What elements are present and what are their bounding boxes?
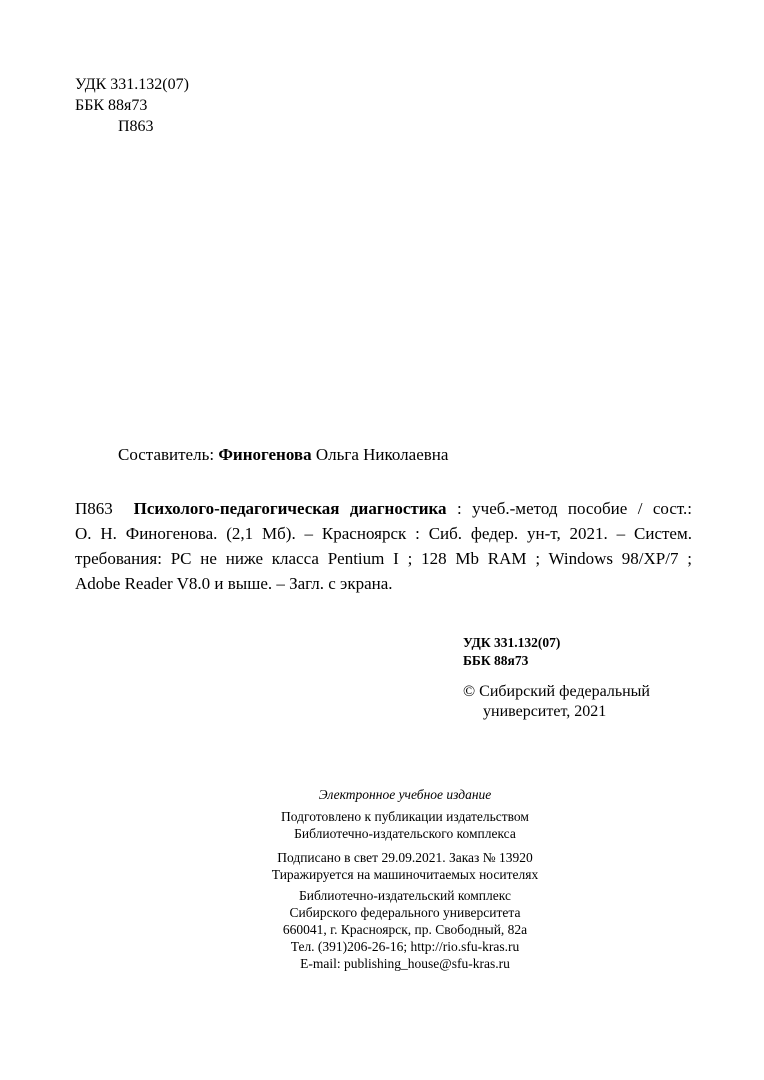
description-line-1-rest: : учеб.-метод пособие / сост.:: [446, 499, 692, 518]
compiler-given-names: Ольга Николаевна: [311, 445, 449, 464]
copyright-line-2: университет, 2021: [483, 703, 607, 720]
udk-header: УДК 331.132(07): [75, 76, 189, 93]
description-line-2: О. Н. Финогенова. (2,1 Мб). – Красноярск : Сиб. федер. ун-т, 2021. – Систем.: [75, 524, 692, 543]
publisher-line-2: Сибирского федерального университета: [289, 905, 521, 920]
print-info-block: [200, 849, 610, 883]
publisher-phone: Тел. (391)206-26-16; http://rio.sfu-kras.ru: [290, 939, 520, 954]
udk-classification: УДК 331.132(07): [463, 635, 561, 650]
publisher-block: [200, 887, 610, 972]
publisher-line-1: Библиотечно-издательский комплекс: [299, 888, 511, 903]
bbk-header: ББК 88я73: [75, 97, 148, 114]
compiler-surname: Финогенова: [218, 445, 312, 464]
description-line-4: Adobe Reader V8.0 и выше. – Загл. с экрана.: [75, 574, 393, 593]
prepared-line-2: Библиотечно-издательского комплекса: [294, 826, 516, 841]
publisher-address: 660041, г. Красноярск, пр. Свободный, 82а: [282, 922, 528, 937]
author-mark: П863: [118, 118, 154, 135]
distribution-line: Тиражируется на машиночитаемых носителях: [271, 867, 539, 882]
description-title: Психолого-педагогическая диагностика: [133, 499, 447, 518]
edition-type: Электронное учебное издание: [318, 787, 492, 802]
prepared-block: [200, 808, 610, 842]
description-code: П863: [75, 499, 113, 518]
description-line-1: [75, 496, 692, 521]
signed-line: Подписано в свет 29.09.2021. Заказ № 13920: [277, 850, 533, 865]
description-line-3: требования: PC не ниже класса Pentium I ; 128 Mb RAM ; Windows 98/XP/7 ;: [75, 549, 692, 568]
publisher-email: E-mail: publishing_house@sfu-kras.ru: [300, 956, 510, 971]
compiler-label: Составитель:: [118, 445, 219, 464]
compiler-line: [118, 444, 448, 465]
prepared-line-1: Подготовлено к публикации издательством: [281, 809, 529, 824]
copyright-line-1: © Сибирский федеральный: [463, 683, 650, 700]
bbk-classification: ББК 88я73: [463, 653, 529, 668]
bibliographic-description: [75, 496, 692, 596]
